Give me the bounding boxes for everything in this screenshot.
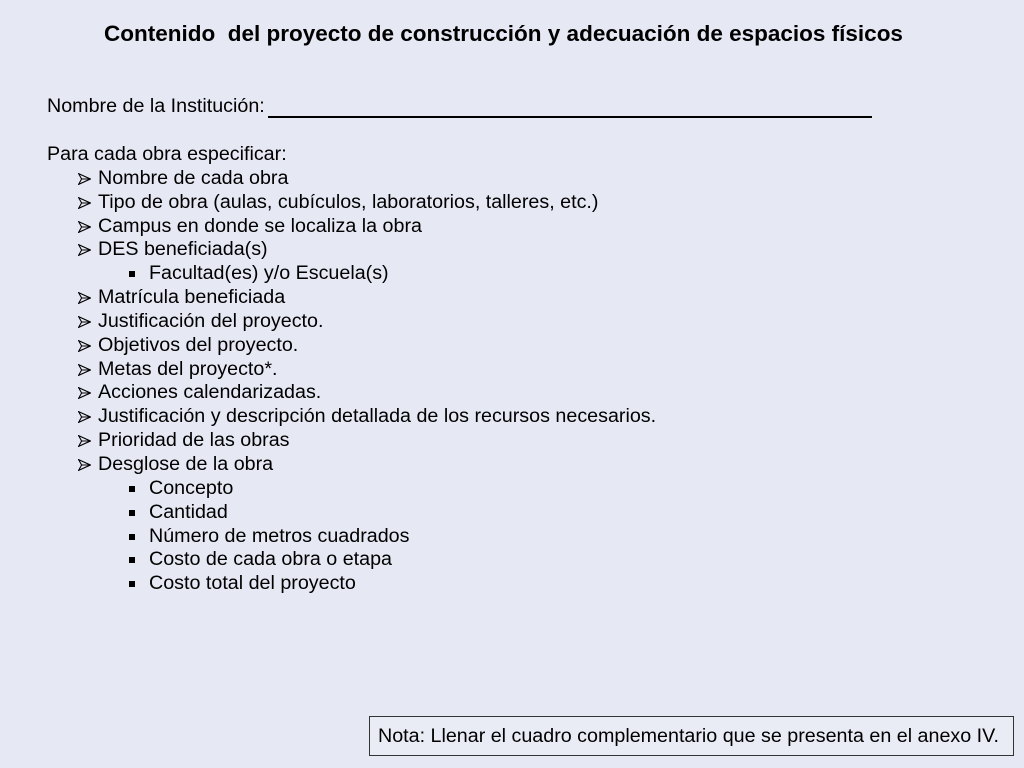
arrowhead-bullet-icon [78, 173, 91, 185]
list-intro: Para cada obra especificar: [47, 143, 287, 165]
list-subitem [47, 525, 947, 549]
arrowhead-bullet-icon [78, 435, 91, 447]
list-subitem-text: Costo total del proyecto [149, 572, 356, 595]
list-item [47, 405, 947, 429]
square-bullet-icon [129, 534, 135, 540]
list-item-text: Desglose de la obra [98, 452, 274, 475]
list-item [47, 191, 947, 215]
list-subitem-text: Facultad(es) y/o Escuela(s) [149, 262, 389, 285]
list-item-text: Justificación del proyecto. [98, 309, 324, 332]
square-bullet-icon [129, 510, 135, 516]
arrowhead-bullet-icon [78, 197, 91, 209]
list-item [47, 238, 947, 262]
square-bullet-icon [129, 486, 135, 492]
arrowhead-bullet-icon [78, 221, 91, 233]
slide-title: Contenido del proyecto de construcción y adecuación de espacios físicos [104, 21, 903, 46]
list-item-text: Metas del proyecto*. [98, 357, 278, 380]
arrowhead-bullet-icon [78, 316, 91, 328]
list-subitem [47, 262, 947, 286]
square-bullet-icon [129, 581, 135, 587]
list-item [47, 215, 947, 239]
list-item-text: Matrícula beneficiada [98, 286, 286, 309]
arrowhead-bullet-icon [78, 340, 91, 352]
requirements-list [47, 143, 947, 596]
list-item-text: Campus en donde se localiza la obra [98, 214, 422, 237]
note-box [369, 716, 1014, 756]
list-subitem [47, 572, 947, 596]
list-item-text: Objetivos del proyecto. [98, 333, 299, 356]
list-item-text: Prioridad de las obras [98, 429, 290, 452]
list-subitem-text: Costo de cada obra o etapa [149, 548, 392, 571]
list-item-text: Tipo de obra (aulas, cubículos, laboratorios, talleres, etc.) [98, 190, 599, 213]
institution-label: Nombre de la Institución: [47, 95, 265, 117]
list-subitem [47, 477, 947, 501]
list-item [47, 286, 947, 310]
list-subitem-text: Concepto [149, 476, 234, 499]
arrowhead-bullet-icon [78, 364, 91, 376]
list-item-text: Nombre de cada obra [98, 166, 289, 189]
list-item [47, 453, 947, 477]
list-item [47, 358, 947, 382]
institution-blank-line [268, 116, 872, 118]
list-item-text: DES beneficiada(s) [98, 238, 268, 261]
note-text: Nota: Llenar el cuadro complementario que se presenta en el anexo IV. [378, 725, 999, 747]
list-subitem [47, 548, 947, 572]
arrowhead-bullet-icon [78, 292, 91, 304]
list-item [47, 429, 947, 453]
arrowhead-bullet-icon [78, 244, 91, 256]
list-item-text: Acciones calendarizadas. [98, 381, 322, 404]
arrowhead-bullet-icon [78, 459, 91, 471]
list-subitem-text: Número de metros cuadrados [149, 524, 410, 547]
square-bullet-icon [129, 271, 135, 277]
arrowhead-bullet-icon [78, 411, 91, 423]
list-subitem [47, 501, 947, 525]
list-item [47, 381, 947, 405]
arrowhead-bullet-icon [78, 387, 91, 399]
list-item-text: Justificación y descripción detallada de los recursos necesarios. [98, 405, 657, 428]
square-bullet-icon [129, 557, 135, 563]
institution-row [47, 94, 265, 118]
list-item [47, 334, 947, 358]
list-subitem-text: Cantidad [149, 500, 228, 523]
list-item [47, 310, 947, 334]
list-item [47, 167, 947, 191]
